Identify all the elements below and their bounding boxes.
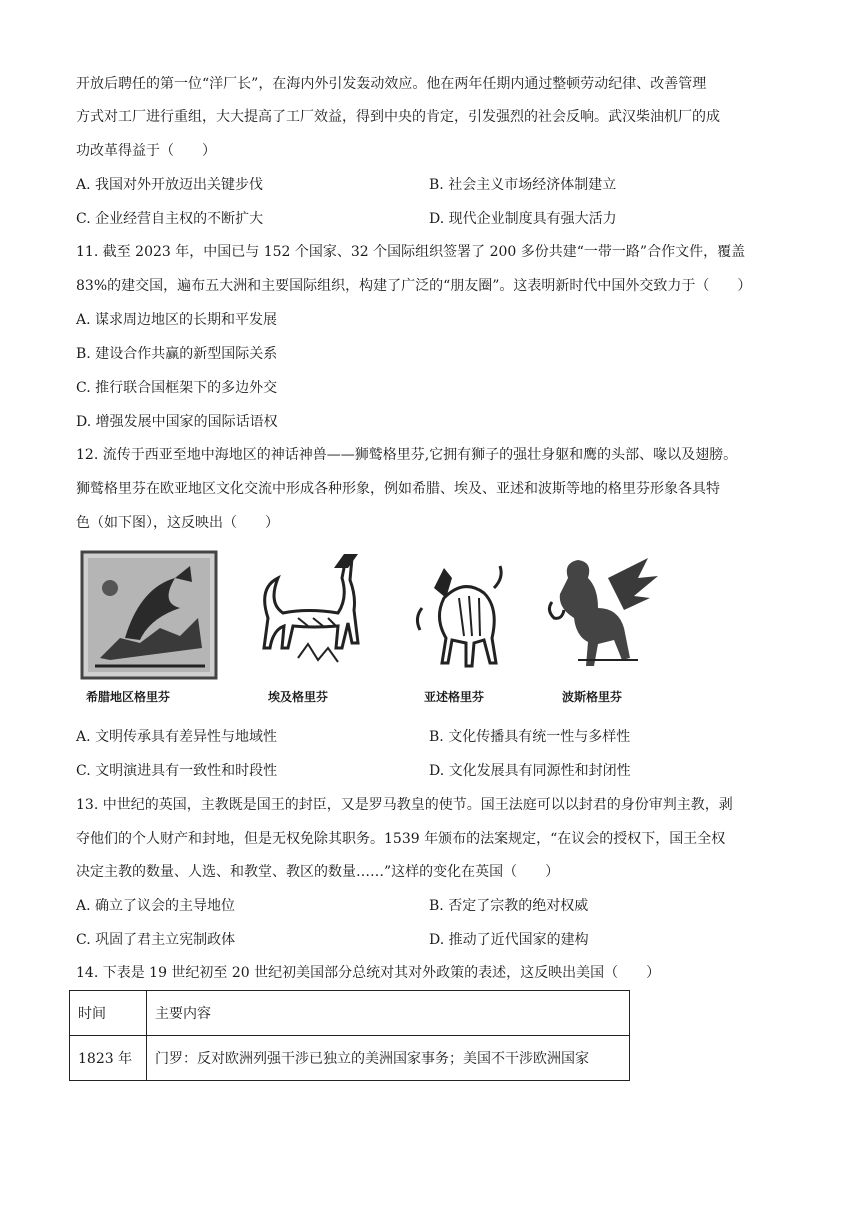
q14-table	[69, 990, 630, 1081]
q12-option-c[interactable]: C. 文明演进具有一致性和时段性	[76, 763, 278, 779]
q10-stem-line-3: 功改革得益于（ ）	[76, 143, 216, 159]
q13-option-c[interactable]: C. 巩固了君主立宪制政体	[76, 932, 236, 948]
table-header-row	[70, 991, 630, 1036]
q12-option-b[interactable]: B. 文化传播具有统一性与多样性	[429, 729, 631, 745]
q11-stem-line-2: 83%的建交国，遍布五大洲和主要国际组织，构建了广泛的“朋友圈”。这表明新时代中国外交致力于（ ）	[76, 278, 752, 294]
q12-option-a[interactable]: A. 文明传承具有差异性与地域性	[76, 729, 278, 745]
table-cell-content: 门罗：反对欧洲列强干涉已独立的美洲国家事务；美国不干涉欧洲国家	[147, 1036, 630, 1081]
q10-stem-line-2: 方式对工厂进行重组，大大提高了工厂效益，得到中央的肯定，引发强烈的社会反响。武汉柴油机厂的成	[76, 109, 720, 125]
assyrian-griffin-image	[404, 548, 524, 682]
q11-option-a[interactable]: A. 谋求周边地区的长期和平发展	[76, 312, 278, 328]
table-header-content: 主要内容	[147, 991, 630, 1036]
figure-caption-persia: 波斯格里芬	[562, 690, 623, 704]
persian-griffin-image	[538, 548, 668, 682]
q11-stem-line-1: 11. 截至 2023 年，中国已与 152 个国家、32 个国际组织签署了 200 多份共建“一带一路”合作文件，覆盖	[76, 244, 746, 260]
q13-option-b[interactable]: B. 否定了宗教的绝对权威	[429, 898, 589, 914]
griffin-figures	[78, 548, 678, 708]
q10-option-c[interactable]: C. 企业经营自主权的不断扩大	[76, 211, 264, 227]
q13-stem-line-1: 13. 中世纪的英国，主教既是国王的封臣，又是罗马教皇的使节。国王法庭可以以封君的身份审判主教，剥	[76, 797, 733, 813]
q12-option-d[interactable]: D. 文化发展具有同源性和封闭性	[429, 763, 631, 779]
q10-stem-line-1: 开放后聘任的第一位“洋厂长”，在海内外引发轰动效应。他在两年任期内通过整顿劳动纪律、改善管理	[76, 76, 707, 92]
q11-option-c[interactable]: C. 推行联合国框架下的多边外交	[76, 380, 278, 396]
figure-caption-greek: 希腊地区格里芬	[86, 690, 171, 704]
q13-stem-line-2: 夺他们的个人财产和封地，但是无权免除其职务。1539 年颁布的法案规定，“在议会的授权下，国王全权	[76, 831, 726, 847]
q11-option-b[interactable]: B. 建设合作共赢的新型国际关系	[76, 346, 278, 362]
table-cell-time: 1823 年	[70, 1036, 147, 1081]
q10-option-a[interactable]: A. 我国对外开放迈出关键步伐	[76, 177, 264, 193]
table-header-time: 时间	[70, 991, 147, 1036]
q10-option-b[interactable]: B. 社会主义市场经济体制建立	[429, 177, 617, 193]
figure-caption-egypt: 埃及格里芬	[268, 690, 329, 704]
q12-stem-line-1: 12. 流传于西亚至地中海地区的神话神兽——狮鹫格里芬,它拥有狮子的强壮身躯和鹰的头部、喙以及翅膀。	[76, 447, 738, 463]
q11-option-d[interactable]: D. 增强发展中国家的国际话语权	[76, 414, 278, 430]
table-row	[70, 1036, 630, 1081]
q13-option-d[interactable]: D. 推动了近代国家的建构	[429, 932, 589, 948]
q10-option-d[interactable]: D. 现代企业制度具有强大活力	[429, 211, 617, 227]
greek-griffin-image	[80, 548, 220, 682]
q12-stem-line-2: 狮鹫格里芬在欧亚地区文化交流中形成各种形象，例如希腊、埃及、亚述和波斯等地的格里芬形象各具特	[76, 481, 720, 497]
egyptian-griffin-image	[238, 548, 378, 682]
figure-caption-assyria: 亚述格里芬	[424, 690, 485, 704]
q13-option-a[interactable]: A. 确立了议会的主导地位	[76, 898, 236, 914]
q14-stem: 14. 下表是 19 世纪初至 20 世纪初美国部分总统对其对外政策的表述，这反映出美国（ ）	[76, 965, 661, 981]
q13-stem-line-3: 决定主教的数量、人选、和教堂、教区的数量……”这样的变化在英国（ ）	[76, 864, 560, 880]
q12-stem-line-3: 色（如下图），这反映出（ ）	[76, 515, 279, 531]
